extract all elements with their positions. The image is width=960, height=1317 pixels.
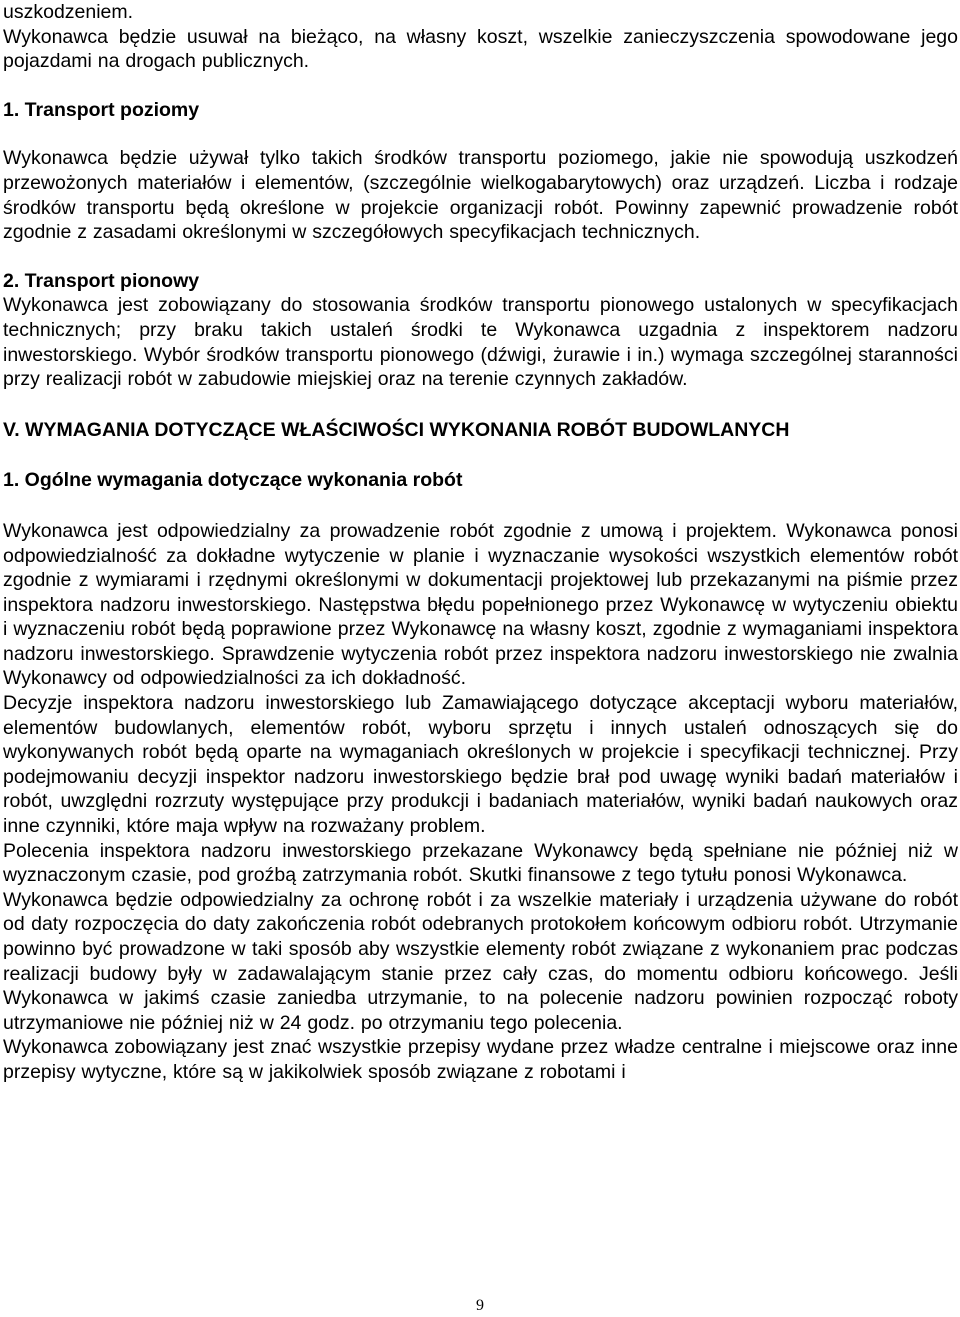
spacer [3,442,958,468]
chapter-heading: V. WYMAGANIA DOTYCZĄCE WŁAŚCIWOŚCI WYKONANIA ROBÓT BUDOWLANYCH [3,418,790,441]
section-heading-horizontal-transport: 1. Transport poziomy [3,98,200,121]
subsection-heading: 1. Ogólne wymagania dotyczące wykonania robót [3,469,463,492]
document-page [3,0,958,1085]
spacer [3,122,958,146]
paragraph-decisions: Decyzje inspektora nadzoru inwestorskiego lub Zamawiającego dotyczące akceptacji wyboru materiałów, elementów budowlanych, elementów robót, wyboru sprzętu i innych ustaleń odnoszących się do wykonywanych robót będą oparte na wymaganiach określonych w projekcie i specyfikacji technicznej. Przy podejmowaniu decyzji inspektor nadzoru inwestorskiego będzie brał pod uwagę wyniki badań materiałów i robót, uwzględni rozrzuty występujące przy produkcji i badaniach materiałów, wyniki badań naukowych oraz inne czynniki, które maja wpływ na rozważany problem. [3,692,958,838]
paragraph-orders: Polecenia inspektora nadzoru inwestorskiego przekazane Wykonawcy będą spełniane nie później niż w wyznaczonym czasie, pod groźbą zatrzymania robót. Skutki finansowe z tego tytułu ponosi Wykonawca. [3,839,958,887]
continuation-line: uszkodzeniem. [3,1,134,23]
section-paragraph-vertical-transport: Wykonawca jest zobowiązany do stosowania środków transportu pionowego ustalonych w specyfikacjach technicznych; przy braku takich ustaleń środki te Wykonawca uzgadnia z inspektorem nadzoru inwestorskiego. Wybór środków transportu pionowego (dźwigi, żurawie i in.) wymaga szczególnej staranności przy realizacji robót w zabudowie miejskiej oraz na terenie czynnych zakładów. [3,294,958,391]
section-paragraph-horizontal-transport: Wykonawca będzie używał tylko takich środków transportu poziomego, jakie nie spowodują uszkodzeń przewożonych materiałów i elementów, (szczególnie wielkogabarytowych) oraz urządzeń. Liczba i rodzaje środków transportu będą określone w projekcie organizacji robót. Powinny zapewnić prowadzenie robót zgodnie z zasadami określonymi w szczegółowych specyfikacjach technicznych. [3,147,958,244]
spacer [3,74,958,98]
paragraph-protection: Wykonawca będzie odpowiedzialny za ochronę robót i za wszelkie materiały i urządzenia używane do robót od daty rozpoczęcia do daty zakończenia robót odebranych protokołem końcowym odbioru robót. Utrzymanie powinno być prowadzone w taki sposób aby wszystkie elementy robót związane z wykonaniem prac podczas realizacji budowy były w zadawalającym stanie przez cały czas, do momentu odbioru końcowego. Jeśli Wykonawca w jakimś czasie zaniedba utrzymanie, to na polecenie nadzoru powinien rozpocząć roboty utrzymaniowe nie później niż w 24 godz. po otrzymaniu tego polecenia. [3,888,958,1034]
page-number: 9 [476,1297,484,1314]
spacer [3,245,958,269]
spacer [3,392,958,418]
paragraph-regulations: Wykonawca zobowiązany jest znać wszystkie przepisy wydane przez władze centralne i miejscowe oraz inne przepisy wytyczne, które są w jakikolwiek sposób związane z robotami i [3,1036,958,1083]
spacer [3,493,958,519]
continuation-paragraph: Wykonawca będzie usuwał na bieżąco, na własny koszt, wszelkie zanieczyszczenia spowodowane jego pojazdami na drogach publicznych. [3,25,958,73]
paragraph-responsibility: Wykonawca jest odpowiedzialny za prowadzenie robót zgodnie z umową i projektem. Wykonawca ponosi odpowiedzialność za dokładne wytyczenie w planie i wyznaczanie wysokości wszystkich elementów robót zgodnie z wymiarami i rzędnymi określonymi w dokumentacji projektowej lub przekazanymi na piśmie przez inspektora nadzoru inwestorskiego. Następstwa błędu popełnionego przez Wykonawcę w wytyczeniu obiektu i wyznaczeniu robót będą poprawione przez Wykonawcę na własny koszt, zgodnie z wymaganiami inspektora nadzoru inwestorskiego. Sprawdzenie wytyczenia robót przez inspektora nadzoru inwestorskiego nie zwalnia Wykonawcy od odpowiedzialności za ich dokładność. [3,519,958,690]
section-heading-vertical-transport: 2. Transport pionowy [3,269,200,292]
